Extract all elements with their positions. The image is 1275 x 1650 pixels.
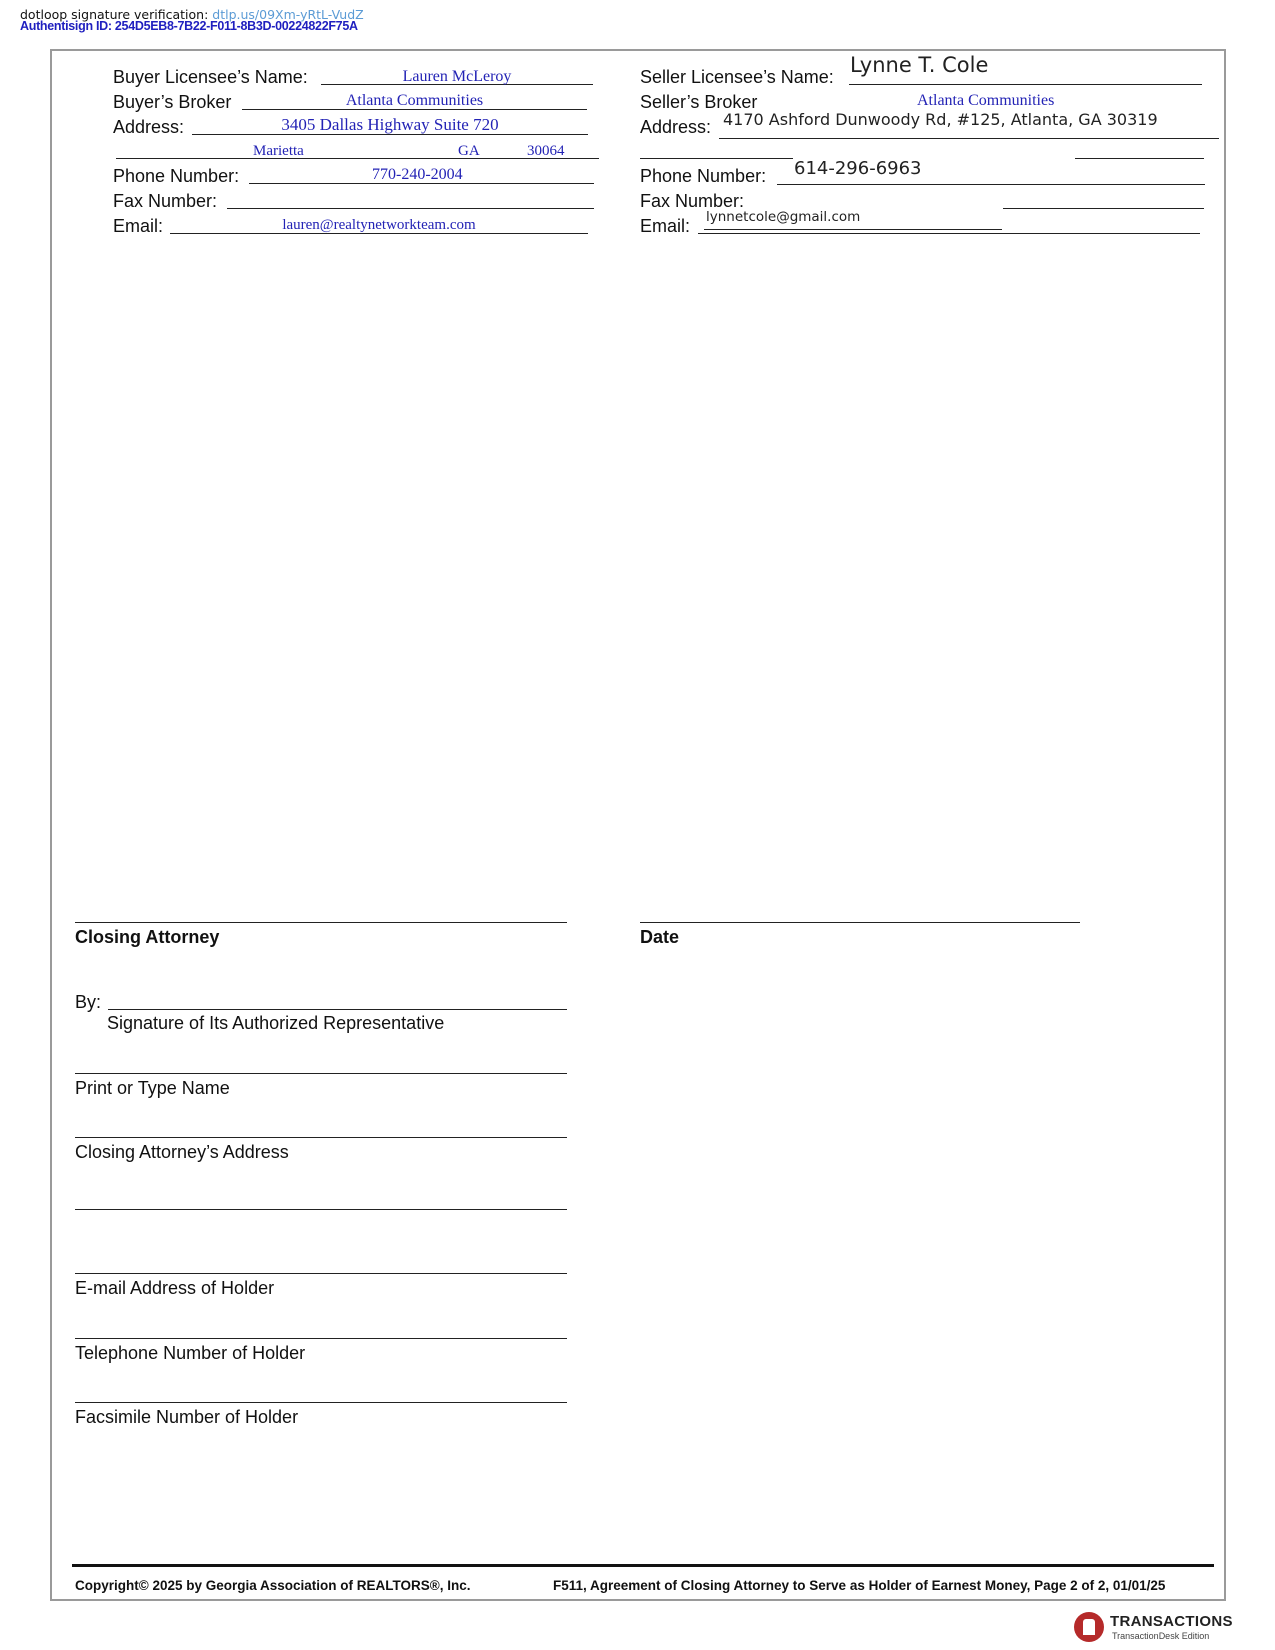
seller-phone-label: Phone Number: <box>640 166 767 186</box>
buyer-phone-value[interactable]: 770-240-2004 <box>372 166 463 183</box>
buyer-zip-value[interactable]: 30064 <box>527 143 565 159</box>
buyer-address-line <box>192 134 588 135</box>
seller-address-label: Address: <box>640 117 712 137</box>
buyer-fax-line <box>227 208 594 209</box>
buyer-phone-label: Phone Number: <box>113 166 240 186</box>
buyer-broker-label: Buyer’s Broker <box>113 92 232 112</box>
buyer-email-value[interactable]: lauren@realtynetworkteam.com <box>282 217 476 233</box>
attorney-address-label: Closing Attorney’s Address <box>75 1142 289 1162</box>
buyer-broker-value[interactable]: Atlanta Communities <box>345 92 484 109</box>
buyer-licensee-value[interactable]: Lauren McLeroy <box>402 68 512 85</box>
seller-fax-label: Fax Number: <box>640 191 745 211</box>
dotloop-label: dotloop signature verification: <box>20 7 209 22</box>
seller-broker-value[interactable]: Atlanta Communities <box>917 92 1055 109</box>
seller-phone-value[interactable]: 614-296-6963 <box>794 158 922 179</box>
transactions-logo-icon <box>1074 1612 1104 1642</box>
transactions-logo <box>1074 1612 1274 1648</box>
buyer-fax-label: Fax Number: <box>113 191 218 211</box>
footer-form-id: F511, Agreement of Closing Attorney to Serve as Holder of Earnest Money, Page 2 of 2, 01/01/25 <box>553 1578 1166 1593</box>
buyer-email-label: Email: <box>113 216 164 236</box>
buyer-address-label: Address: <box>113 117 185 137</box>
seller-address2-line-left <box>640 158 793 159</box>
seller-fax-line <box>1003 208 1204 209</box>
holder-telephone-line[interactable] <box>75 1338 567 1339</box>
seller-email-value[interactable]: lynnetcole@gmail.com <box>706 209 861 225</box>
holder-email-line[interactable] <box>75 1273 567 1274</box>
closing-attorney-label: Closing Attorney <box>75 927 220 947</box>
print-name-label: Print or Type Name <box>75 1078 230 1098</box>
date-line <box>640 922 1080 923</box>
footer-rule <box>72 1564 1214 1567</box>
attorney-address-line[interactable] <box>75 1137 567 1138</box>
seller-licensee-label: Seller Licensee’s Name: <box>640 67 834 87</box>
seller-email-underline <box>704 229 1002 230</box>
holder-telephone-label: Telephone Number of Holder <box>75 1343 306 1363</box>
authentisign-id: Authentisign ID: 254D5EB8-7B22-F011-8B3D-00224822F75A <box>20 19 358 33</box>
seller-licensee-line <box>849 84 1202 85</box>
closing-attorney-line <box>75 922 567 923</box>
buyer-licensee-label: Buyer Licensee’s Name: <box>113 67 308 87</box>
print-name-line[interactable] <box>75 1073 567 1074</box>
seller-address2-line-right <box>1075 158 1204 159</box>
by-label: By: <box>75 992 102 1012</box>
seller-phone-line <box>777 184 1205 185</box>
date-label: Date <box>640 927 680 947</box>
dotloop-link[interactable]: dtlp.us/09Xm-yRtL-VudZ <box>212 7 364 22</box>
signature-caption: Signature of Its Authorized Representative <box>107 1013 445 1033</box>
seller-address-line <box>719 138 1219 139</box>
buyer-city-value[interactable]: Marietta <box>253 143 304 159</box>
signature-line[interactable] <box>108 1009 567 1010</box>
holder-email-label: E-mail Address of Holder <box>75 1278 275 1298</box>
buyer-state-value[interactable]: GA <box>458 143 480 159</box>
seller-email-label: Email: <box>640 216 691 236</box>
holder-facsimile-label: Facsimile Number of Holder <box>75 1407 299 1427</box>
seller-licensee-value[interactable]: Lynne T. Cole <box>850 53 989 77</box>
logo-title: TRANSACTIONS <box>1110 1613 1233 1630</box>
footer-copyright: Copyright© 2025 by Georgia Association of REALTORS®, Inc. <box>75 1578 471 1593</box>
seller-email-line <box>698 233 1200 234</box>
seller-broker-label: Seller’s Broker <box>640 92 758 112</box>
page-frame <box>50 49 1226 1601</box>
seller-address-value[interactable]: 4170 Ashford Dunwoody Rd, #125, Atlanta, GA 30319 <box>723 110 1158 129</box>
holder-facsimile-line[interactable] <box>75 1402 567 1403</box>
buyer-address-value[interactable]: 3405 Dallas Highway Suite 720 <box>281 115 499 134</box>
attorney-address-line-2[interactable] <box>75 1209 567 1210</box>
logo-subtitle: TransactionDesk Edition <box>1112 1631 1210 1641</box>
